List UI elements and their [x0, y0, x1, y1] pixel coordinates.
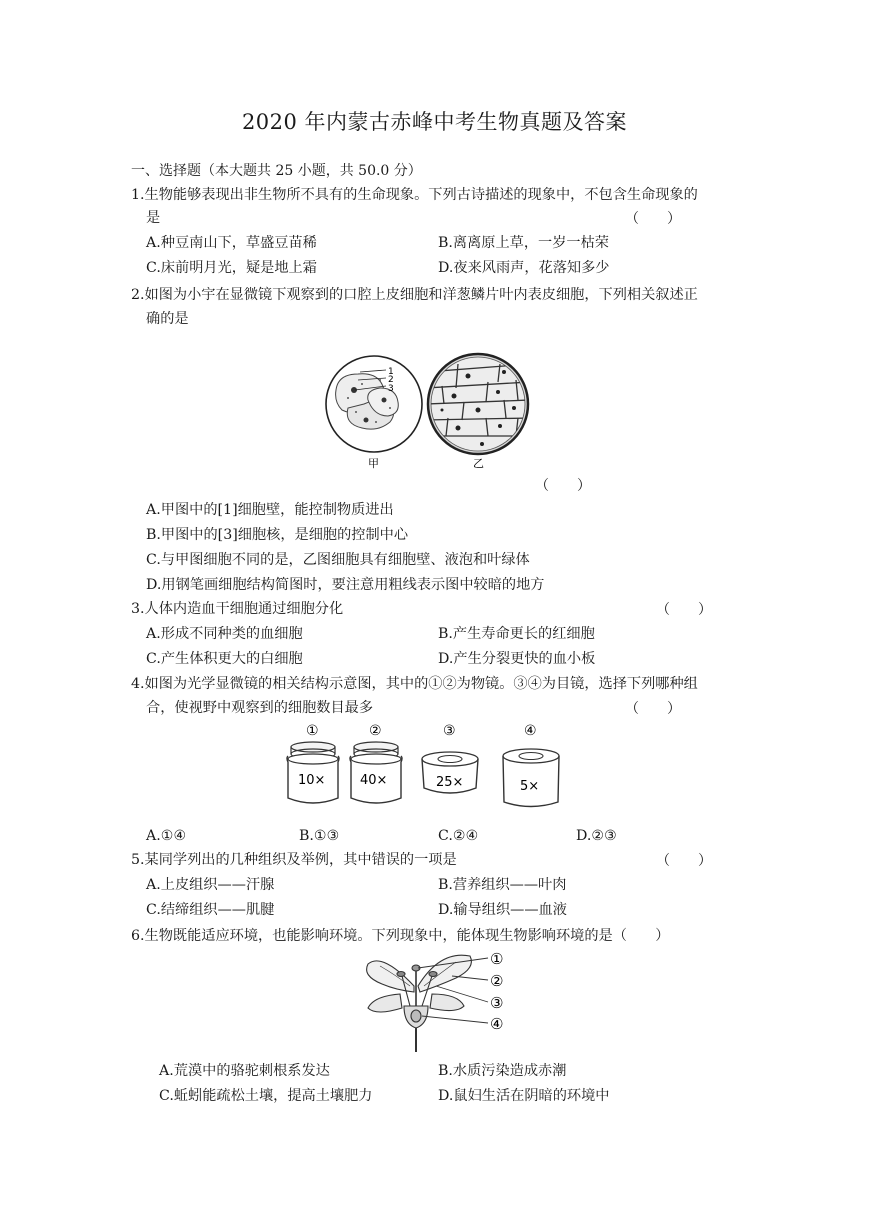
answer-blank: （ ） [625, 701, 681, 717]
cell-label-1: 1 [388, 367, 394, 377]
lens-number: ④ [524, 723, 537, 739]
question-2-stem-line1: 2.如图为小宇在显微镜下观察到的口腔上皮细胞和洋葱鳞片叶内表皮细胞，下列相关叙述正 [131, 287, 698, 303]
lens-number: ② [369, 723, 382, 739]
option-c: C.②④ [438, 828, 479, 844]
option-d: D.输导组织——血液 [438, 902, 567, 918]
option-b: B.营养组织——叶肉 [438, 877, 567, 893]
question-4-stem-line1: 4.如图为光学显微镜的相关结构示意图，其中的①②为物镜。③④为目镜，选择下列哪种组 [131, 676, 698, 692]
answer-blank: （ ） [535, 478, 591, 494]
flower-figure [360, 946, 520, 1054]
onion-cell-diagram [426, 354, 530, 470]
lens-magnification: 5× [520, 779, 540, 794]
option-c: C.结缔组织——肌腱 [146, 902, 275, 918]
question-1-stem-line1: 1.生物能够表现出非生物所不具有的生命现象。下列古诗描述的现象中，不包含生命现象的 [131, 187, 698, 203]
option-d: D.夜来风雨声，花落知多少 [438, 260, 610, 276]
option-a: A.上皮组织——汗腺 [146, 877, 275, 893]
question-5-stem: 5.某同学列出的几种组织及举例，其中错误的一项是 [131, 852, 457, 868]
option-c: C.产生体积更大的白细胞 [146, 651, 303, 667]
lens-number: ③ [443, 723, 456, 739]
answer-blank: （ ） [656, 602, 712, 618]
objective-lens-2 [350, 723, 402, 803]
option-d: D.②③ [576, 828, 617, 844]
lens-magnification: 40× [360, 773, 388, 788]
flower-label-3: ③ [490, 994, 504, 1012]
option-d: D.用钢笔画细胞结构简图时，要注意用粗线表示图中较暗的地方 [146, 577, 545, 593]
lens-magnification: 10× [298, 773, 326, 788]
lens-number: ① [306, 723, 319, 739]
option-d: D.鼠妇生活在阴暗的环境中 [438, 1088, 610, 1104]
option-d: D.产生分裂更快的血小板 [438, 651, 596, 667]
cell-label-2: 2 [388, 375, 394, 385]
eyepiece-lens-4 [503, 723, 559, 807]
lens-figure [280, 718, 580, 813]
question-2-stem-line2: 确的是 [146, 311, 189, 327]
cell-label-3: 3 [388, 384, 394, 394]
figure-caption-jia: 甲 [368, 457, 379, 470]
question-3-stem: 3.人体内造血干细胞通过细胞分化 [131, 601, 344, 617]
flower-label-2: ② [490, 972, 504, 990]
page-title: 2020 年内蒙古赤峰中考生物真题及答案 [241, 110, 628, 134]
flower-diagram [367, 955, 488, 1052]
question-6-stem: 6.生物既能适应环境，也能影响环境。下列现象中，能体现生物影响环境的是（ ） [131, 928, 670, 944]
question-4-stem-line2: 合，使视野中观察到的细胞数目最多 [146, 700, 374, 716]
cell-figure [318, 350, 538, 475]
option-a: A.形成不同种类的血细胞 [146, 626, 303, 642]
option-b: B.甲图中的[3]细胞核，是细胞的控制中心 [146, 527, 409, 543]
objective-lens-1 [287, 723, 339, 803]
answer-blank: （ ） [625, 211, 681, 227]
lens-magnification: 25× [436, 775, 464, 790]
option-a: A.荒漠中的骆驼刺根系发达 [159, 1063, 330, 1079]
eyepiece-lens-3 [422, 723, 478, 793]
flower-label-4: ④ [490, 1015, 504, 1033]
option-b: B.水质污染造成赤潮 [438, 1063, 567, 1079]
cheek-cell-diagram [326, 356, 422, 470]
option-c: C.蚯蚓能疏松土壤，提高土壤肥力 [159, 1088, 373, 1104]
section-heading: 一、选择题（本大题共 25 小题，共 50.0 分） [131, 163, 422, 179]
option-c: C.床前明月光，疑是地上霜 [146, 260, 317, 276]
figure-caption-yi: 乙 [473, 457, 484, 470]
option-a: A.甲图中的[1]细胞壁，能控制物质进出 [146, 502, 394, 518]
option-c: C.与甲图细胞不同的是，乙图细胞具有细胞壁、液泡和叶绿体 [146, 552, 530, 568]
flower-label-1: ① [490, 950, 504, 968]
question-1-stem-line2: 是 [146, 210, 161, 226]
option-b: B.①③ [299, 828, 340, 844]
answer-blank: （ ） [656, 853, 712, 869]
option-a: A.①④ [146, 828, 187, 844]
option-b: B.离离原上草，一岁一枯荣 [438, 235, 609, 251]
option-a: A.种豆南山下，草盛豆苗稀 [146, 235, 317, 251]
option-b: B.产生寿命更长的红细胞 [438, 626, 595, 642]
